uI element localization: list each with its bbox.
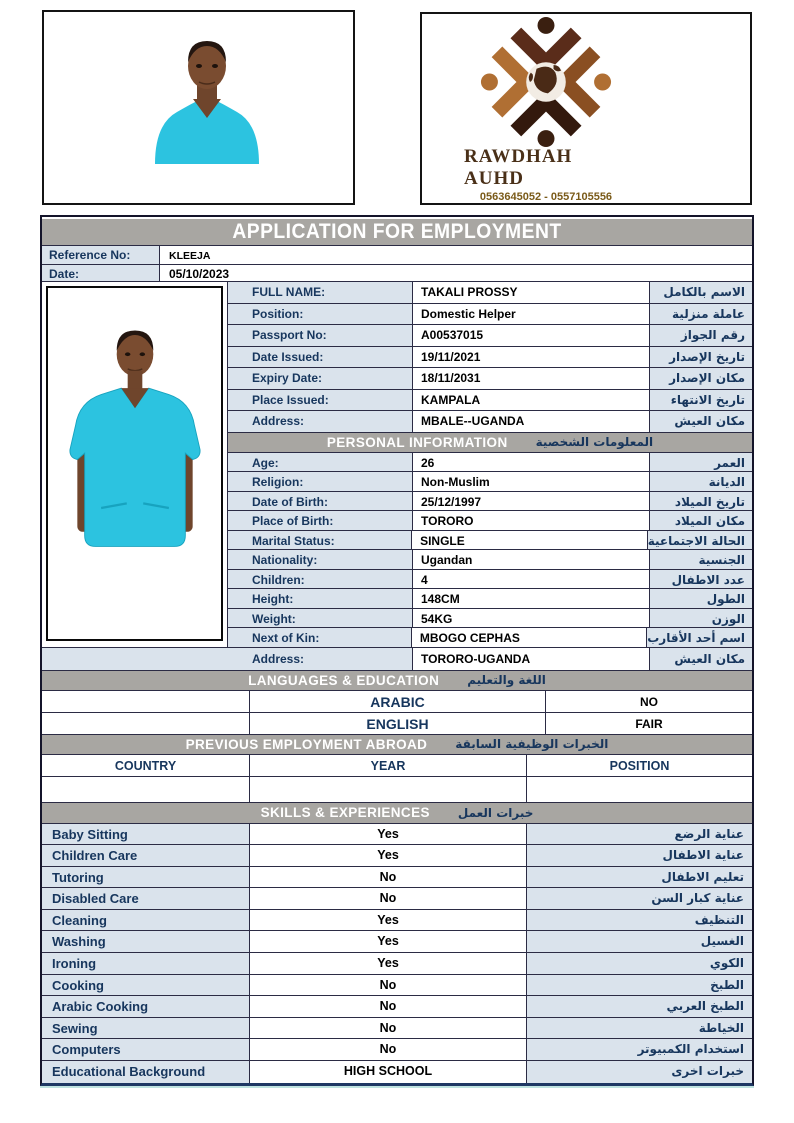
section-title-arabic: الخبرات الوظيفية السابقة xyxy=(455,737,609,751)
field-label: Address: xyxy=(228,411,413,432)
previous-employment-header xyxy=(42,735,752,755)
field-arabic-label: تاريخ الميلاد xyxy=(650,492,752,511)
year-cell xyxy=(250,777,527,802)
field-arabic-label: مكان الإصدار xyxy=(650,368,752,389)
skill-label: Sewing xyxy=(42,1018,250,1039)
skill-label: Cleaning xyxy=(42,910,250,931)
column-header-position: POSITION xyxy=(527,755,752,776)
reference-value: KLEEJA xyxy=(160,246,752,264)
table-row xyxy=(228,368,752,390)
skill-arabic-label: خبرات اخرى xyxy=(527,1061,752,1083)
skill-arabic-label: الطبخ العربي xyxy=(527,996,752,1017)
field-label: Next of Kin: xyxy=(228,628,412,647)
section-title-arabic: اللغة والتعليم xyxy=(467,673,546,687)
field-arabic-label: الجنسية xyxy=(650,550,752,569)
skill-value: Yes xyxy=(250,953,527,974)
table-row xyxy=(228,628,752,648)
language-level: NO xyxy=(546,691,752,712)
skill-arabic-label: الطبخ xyxy=(527,975,752,996)
application-form xyxy=(40,215,754,1086)
field-value: SINGLE xyxy=(412,531,648,550)
language-name: ENGLISH xyxy=(250,713,546,734)
field-value: Ugandan xyxy=(413,550,650,569)
languages-education-header xyxy=(42,671,752,691)
skill-row xyxy=(42,824,752,846)
skill-label: Tutoring xyxy=(42,867,250,888)
skill-value: No xyxy=(250,1018,527,1039)
field-label: Height: xyxy=(228,589,413,608)
skill-arabic-label: الغسيل xyxy=(527,931,752,952)
skill-value: Yes xyxy=(250,824,527,845)
skill-label: Educational Background xyxy=(42,1061,250,1083)
top-section xyxy=(42,10,752,205)
field-arabic-label: الوزن xyxy=(650,609,752,628)
field-value: Non-Muslim xyxy=(413,472,650,491)
skill-arabic-label: عناية الرضع xyxy=(527,824,752,845)
skill-label: Disabled Care xyxy=(42,888,250,909)
field-value: Domestic Helper xyxy=(413,304,650,325)
form-title-bar xyxy=(42,219,752,246)
date-label: Date: xyxy=(42,265,160,281)
applicant-portrait-photo xyxy=(147,32,267,164)
field-label: Date Issued: xyxy=(228,347,413,368)
field-label: Religion: xyxy=(228,472,413,491)
field-value: 4 xyxy=(413,570,650,589)
skill-value: HIGH SCHOOL xyxy=(250,1061,527,1083)
table-row xyxy=(228,453,752,473)
field-arabic-label: مكان العيش xyxy=(650,411,752,432)
field-label: Weight: xyxy=(228,609,413,628)
field-label: Expiry Date: xyxy=(228,368,413,389)
skill-label: Ironing xyxy=(42,953,250,974)
skill-row xyxy=(42,888,752,910)
skill-value: No xyxy=(250,1039,527,1060)
language-level: FAIR xyxy=(546,713,752,734)
table-row xyxy=(228,390,752,412)
position-cell xyxy=(527,777,752,802)
field-arabic-label: مكان الميلاد xyxy=(650,511,752,530)
field-label: Date of Birth: xyxy=(228,492,413,511)
table-row xyxy=(228,472,752,492)
field-label: Place of Birth: xyxy=(228,511,413,530)
table-row xyxy=(228,511,752,531)
skill-arabic-label: الكوي xyxy=(527,953,752,974)
field-label: Place Issued: xyxy=(228,390,413,411)
field-label: Age: xyxy=(228,453,413,472)
field-label: Address: xyxy=(42,648,413,670)
field-label: Position: xyxy=(228,304,413,325)
skill-arabic-label: عناية الاطفال xyxy=(527,845,752,866)
section-title: PREVIOUS EMPLOYMENT ABROAD xyxy=(185,736,428,752)
field-arabic-label: الطول xyxy=(650,589,752,608)
table-row xyxy=(228,589,752,609)
table-row xyxy=(42,648,752,671)
agency-phone-numbers: 0563645052 - 0557105556 xyxy=(479,191,613,203)
skill-value: Yes xyxy=(250,845,527,866)
field-arabic-label: عدد الاطفال xyxy=(650,570,752,589)
language-row xyxy=(42,691,752,713)
section-title-arabic: خبرات العمل xyxy=(457,805,534,820)
section-title: LANGUAGES & EDUCATION xyxy=(248,672,440,688)
field-value: 19/11/2021 xyxy=(413,347,650,368)
field-value: MBOGO CEPHAS xyxy=(412,628,647,647)
field-arabic-label: عاملة منزلية xyxy=(650,304,752,325)
reference-row xyxy=(42,246,752,265)
language-name: ARABIC xyxy=(250,691,546,712)
personal-information-header xyxy=(228,433,752,453)
skill-value: Yes xyxy=(250,931,527,952)
field-value: TORORO-UGANDA xyxy=(413,648,650,670)
column-header-country: COUNTRY xyxy=(42,755,250,776)
skill-arabic-label: التنظيف xyxy=(527,910,752,931)
field-label: Passport No: xyxy=(228,325,413,346)
field-arabic-label: الديانة xyxy=(650,472,752,491)
table-row xyxy=(228,570,752,590)
skill-label: Computers xyxy=(42,1039,250,1060)
section-title-arabic: المعلومات الشخصية xyxy=(535,435,654,449)
field-value: A00537015 xyxy=(413,325,650,346)
country-cell xyxy=(42,777,250,802)
skill-row xyxy=(42,975,752,997)
skill-row xyxy=(42,1039,752,1061)
skill-row xyxy=(42,910,752,932)
previous-employment-empty-row xyxy=(42,777,752,803)
date-row xyxy=(42,265,752,282)
agency-logo xyxy=(480,16,612,148)
applicant-photo-cell xyxy=(42,282,228,648)
skill-arabic-label: استخدام الكمبيوتر xyxy=(527,1039,752,1060)
skill-row xyxy=(42,1061,752,1083)
field-arabic-label: الحالة الاجتماعية xyxy=(648,531,752,550)
field-value: MBALE--UGANDA xyxy=(413,411,650,432)
skill-row xyxy=(42,867,752,889)
table-row xyxy=(228,531,752,551)
field-value: 26 xyxy=(413,453,650,472)
column-header-year: YEAR xyxy=(250,755,527,776)
agency-logo-box xyxy=(420,12,752,205)
field-arabic-label: الاسم بالكامل xyxy=(650,282,752,303)
field-value: 148CM xyxy=(413,589,650,608)
field-value: TORORO xyxy=(413,511,650,530)
table-row xyxy=(228,550,752,570)
field-arabic-label: العمر xyxy=(650,453,752,472)
table-row xyxy=(228,304,752,326)
skill-arabic-label: عناية كبار السن xyxy=(527,888,752,909)
table-row xyxy=(228,411,752,433)
field-value: 54KG xyxy=(413,609,650,628)
table-row xyxy=(228,347,752,369)
empty-cell xyxy=(42,713,250,734)
reference-label: Reference No: xyxy=(42,246,160,264)
skill-value: No xyxy=(250,867,527,888)
form-title: APPLICATION FOR EMPLOYMENT xyxy=(232,220,562,243)
skill-label: Baby Sitting xyxy=(42,824,250,845)
table-row xyxy=(228,609,752,629)
skill-arabic-label: الخياطة xyxy=(527,1018,752,1039)
skill-value: No xyxy=(250,888,527,909)
skill-label: Children Care xyxy=(42,845,250,866)
field-value: 18/11/2031 xyxy=(413,368,650,389)
skill-label: Arabic Cooking xyxy=(42,996,250,1017)
field-label: Marital Status: xyxy=(228,531,412,550)
language-row xyxy=(42,713,752,735)
field-value: KAMPALA xyxy=(413,390,650,411)
field-label: FULL NAME: xyxy=(228,282,413,303)
form-body xyxy=(42,282,752,1083)
empty-cell xyxy=(42,691,250,712)
previous-employment-columns xyxy=(42,755,752,777)
field-arabic-label: مكان العيش xyxy=(650,648,752,670)
field-value: 25/12/1997 xyxy=(413,492,650,511)
field-arabic-label: رقم الجواز xyxy=(650,325,752,346)
skill-row xyxy=(42,931,752,953)
applicant-fullbody-photo xyxy=(57,314,213,616)
table-row xyxy=(228,282,752,304)
skill-value: Yes xyxy=(250,910,527,931)
section-title: PERSONAL INFORMATION xyxy=(326,434,508,450)
skill-value: No xyxy=(250,996,527,1017)
skill-value: No xyxy=(250,975,527,996)
skill-row xyxy=(42,996,752,1018)
skill-label: Cooking xyxy=(42,975,250,996)
skill-row xyxy=(42,845,752,867)
skills-experiences-header xyxy=(42,803,752,824)
field-label: Nationality: xyxy=(228,550,413,569)
agency-name: RAWDHAH AUHD xyxy=(464,146,573,189)
skill-row xyxy=(42,953,752,975)
skill-label: Washing xyxy=(42,931,250,952)
skill-arabic-label: تعليم الاطفال xyxy=(527,867,752,888)
field-arabic-label: اسم أحد الأقارب xyxy=(647,628,752,647)
field-value: TAKALI PROSSY xyxy=(413,282,650,303)
field-label: Children: xyxy=(228,570,413,589)
section-title: SKILLS & EXPERIENCES xyxy=(260,805,430,820)
field-arabic-label: تاريخ الانتهاء xyxy=(650,390,752,411)
skill-row xyxy=(42,1018,752,1040)
applicant-passport-photo-box xyxy=(42,10,355,205)
date-value: 05/10/2023 xyxy=(160,265,752,281)
applicant-photo-frame xyxy=(46,286,223,641)
table-row xyxy=(228,325,752,347)
field-arabic-label: تاريخ الإصدار xyxy=(650,347,752,368)
table-row xyxy=(228,492,752,512)
